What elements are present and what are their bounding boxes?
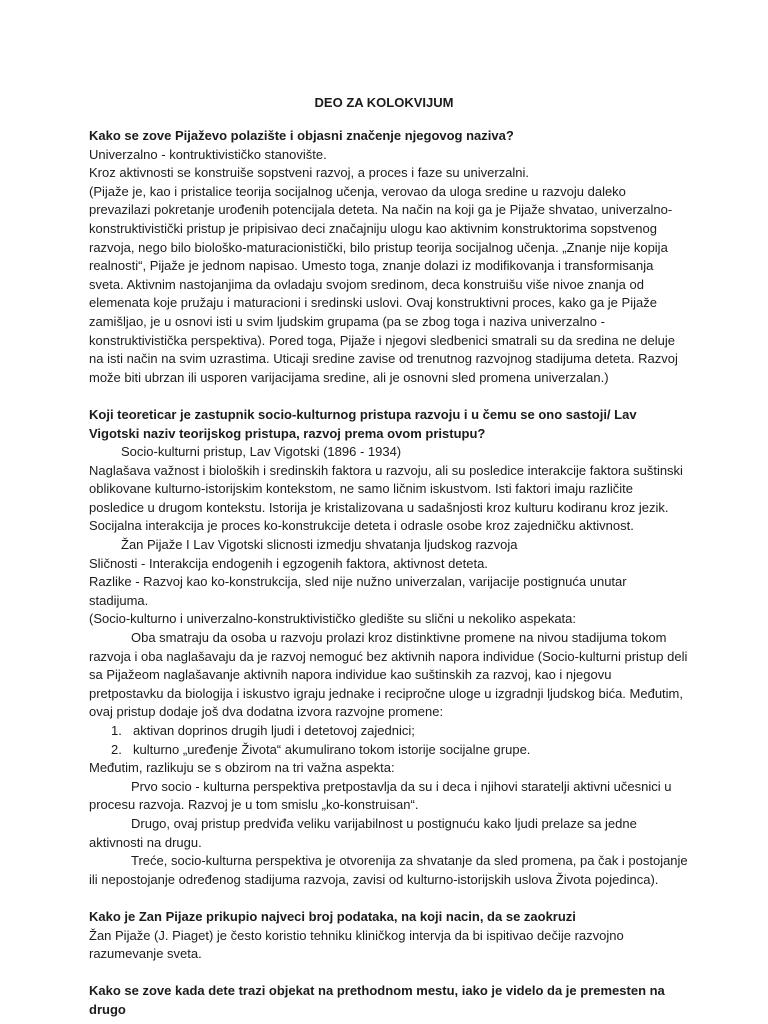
paragraph	[89, 852, 689, 889]
question-2: Koji teoreticar je zastupnik socio-kulturnog pristupa razvoju i u čemu se ono sastoji/ Lav Vigotski naziv teorijskog pristupa, razvoj prema ovom pristupu?	[89, 406, 637, 441]
paragraph: Međutim, razlikuju se s obzirom na tri važna aspekta:	[89, 760, 395, 776]
question-1: Kako se zove Pijaževo polazište i objasni značenje njegovog naziva?	[89, 128, 514, 143]
paragraph: (Pijaže je, kao i pristalice teorija socijalnog učenja, verovao da uloga sredine u razvoju daleko prevazilazi pokretanje urođenih potencijala deteta. Na način na koji ga je Pijaže shvatao, univerzalno-konstruktivistički pristup je pripisivao deci značajniju ulogu kao aktivnim konstruktorima sopstvenog razvoja, nego bilo biološko-maturacionistički, bilo pristup teorija socijalnog učenja. „Znanje nije kopija realnosti“, Pijaže je jednom napisao. Umesto toga, znanje dolazi iz modifikovanja i transformisanja sveta. Aktivnim nastojanjima da ovladaju svojom sredinom, deca konstruišu više nivoe znanja od elemenata koje pružaju i maturacioni i sredinski uslovi. Ovaj konstruktivni proces, kako ga je Pijaže zamišljao, je u osnovi isti u svim ljudskim grupama (pa se zbog toga i naziva univerzalno -konstruktivistička perspektiva). Pored toga, Pijaže i njegovi sledbenici smatrali su da sredina ne deluje na isti način na svim uzrastima. Uticaji sredine zavise od trenutnog razvojnog stadijuma deteta. Razvoj može biti ubrzan ili usporen varijacijama sredine, ali je osnovni sled promena univerzalan.)	[89, 183, 678, 385]
spacer	[89, 387, 689, 406]
paragraph-text: Oba smatraju da osoba u razvoju prolazi kroz distinktivne promene na nivou stadijuma tokom razvoja i oba naglašavaju da je razvoj nemoguć bez aktivnih napora individue (Socio-kulturni pristup deli sa Pijažeom naglašavanje aktivnih napora individue kao suštinskih za razvoj, kao i njegovu pretpostavku da biologija i iskustvo igraju jednake i recipročne uloge u izgradnji ljudskog bića. Međutim, ovaj pristup dodaje još dva dodatna izvora razvojne promene:	[89, 630, 688, 720]
paragraph-text: Drugo, ovaj pristup predviđa veliku varijabilnost u postignuću kako ljudi prelaze sa jedne aktivnosti na drugu.	[89, 815, 637, 850]
paragraph	[89, 629, 689, 722]
paragraph: Žan Pijaže I Lav Vigotski slicnosti izmedju shvatanja ljudskog razvoja	[121, 537, 518, 553]
spacer	[89, 889, 689, 908]
paragraph: Sličnosti - Interakcija endogenih i egzogenih faktora, aktivnost deteta.	[89, 555, 488, 571]
list-item-text: aktivan doprinos drugih ljudi i detetovoj zajednici;	[133, 723, 415, 738]
paragraph: Žan Pijaže (J. Piaget) je često koristio tehniku kliničkog intervja da bi ispitivao dečije razvojno razumevanje sveta.	[89, 927, 624, 962]
list-item	[89, 722, 689, 741]
document-title: DEO ZA KOLOKVIJUM	[314, 95, 454, 110]
numbered-list	[89, 722, 689, 759]
list-number: 1.	[111, 723, 122, 738]
paragraph: (Socio-kulturno i univerzalno-konstruktivističko gledište su slični u nekoliko aspekata:	[89, 611, 577, 627]
paragraph: Kroz aktivnosti se konstruiše sopstveni razvoj, a proces i faze su univerzalni.	[89, 165, 530, 181]
document-body	[89, 127, 689, 1020]
paragraph: Naglašava važnost i bioloških i sredinskih faktora u razvoju, ali su posledice interakcije faktora suštinski oblikovane kulturno-istorijskim kontekstom, ne samo ličnim iskustvom. Isti faktori imaju različite posledice u drugom kontekstu. Istorija je kristalizovana u sadašnjosti kroz kulturu kodiranu kroz jezik.	[89, 462, 683, 515]
question-4: Kako se zove kada dete trazi objekat na prethodnom mestu, iako je videlo da je premesten na drugo	[89, 983, 665, 1017]
paragraph-text: Treće, socio-kulturna perspektiva je otvorenija za shvatanje da sled promena, pa čak i postojanje ili nepostojanje određenog stadijuma razvoja, zavisi od kulturno-istorijskih uslova Života pojedinca).	[89, 853, 688, 887]
paragraph: Razlike - Razvoj kao ko-konstrukcija, sled nije nužno univerzalan, varijacije postignuća unutar stadijuma.	[89, 574, 627, 608]
paragraph: Univerzalno - kontruktivističko stanovište.	[89, 146, 327, 162]
paragraph	[89, 778, 689, 815]
question-3: Kako je Zan Pijaze prikupio najveci broj podataka, na koji nacin, da se zaokruzi	[89, 908, 576, 924]
spacer	[89, 964, 689, 983]
paragraph-text: Prvo socio - kulturna perspektiva pretpostavlja da su i deca i njihovi staratelji aktivni učesnici u procesu razvoja. Razvoj je u tom smislu „ko-konstruisan“.	[89, 778, 672, 813]
paragraph: Socijalna interakcija je proces ko-konstrukcije deteta i odrasle osobe kroz zajedničku aktivnost.	[89, 518, 634, 534]
list-item-text: kulturno „uređenje Života“ akumulirano tokom istorije socijalne grupe.	[133, 741, 531, 757]
list-item	[89, 741, 689, 760]
paragraph	[89, 815, 689, 852]
list-number: 2.	[111, 741, 122, 757]
paragraph: Socio-kulturni pristup, Lav Vigotski (1896 - 1934)	[121, 444, 402, 460]
